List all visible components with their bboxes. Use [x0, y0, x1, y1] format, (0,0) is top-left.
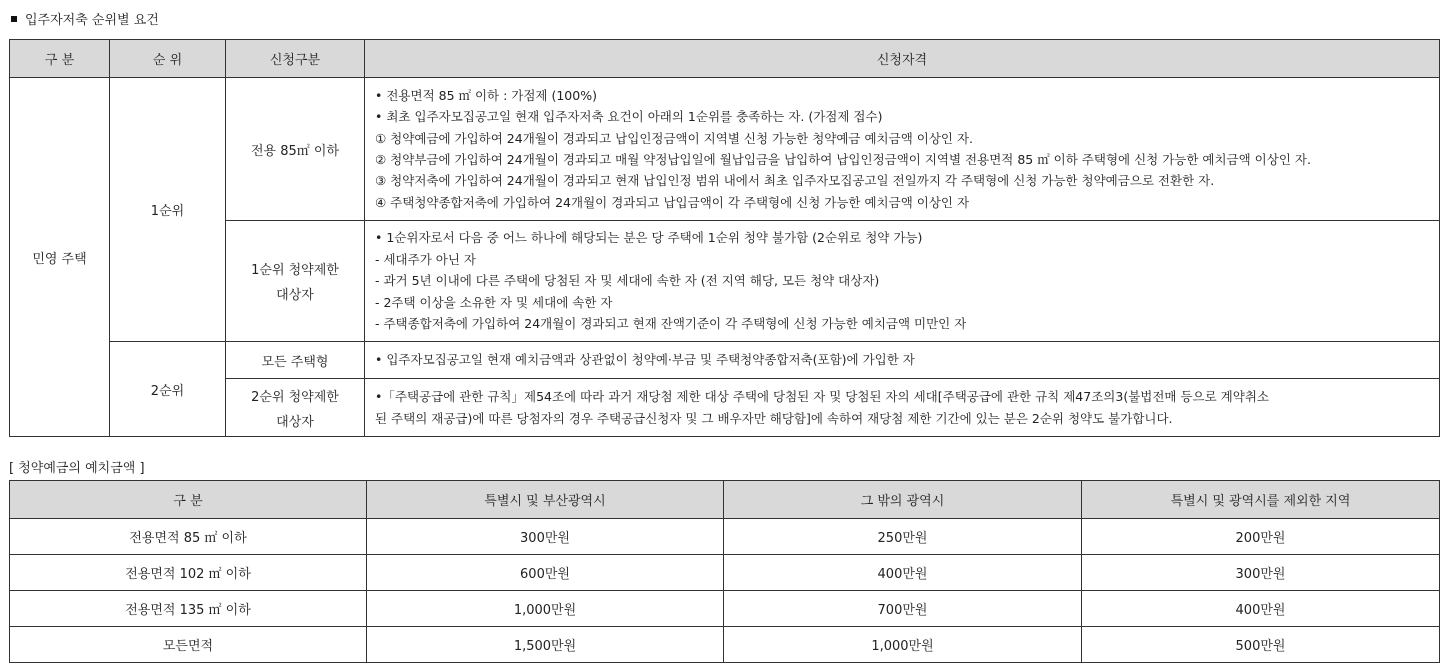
category-line: 1순위 청약제한 — [251, 263, 339, 278]
category-line: 2순위 청약제한 — [251, 389, 339, 405]
header-other-metro: 그 밖의 광역시 — [724, 481, 1082, 519]
table-cell: 전용면적 102 ㎡ 이하 — [10, 555, 367, 591]
header-application-type: 신청구분 — [226, 40, 365, 78]
eligibility-line: ④ 주택청약종합저축에 가입하여 24개월이 경과되고 납입금액이 각 주택형에 신청 가능한 예치금액 이상인 자 — [375, 194, 970, 210]
header-category: 구 분 — [10, 481, 367, 519]
table-cell: 전용면적 85 ㎡ 이하 — [10, 519, 367, 555]
eligibility-line: - 세대주가 아닌 자 — [375, 251, 476, 267]
eligibility-line: - 2주택 이상을 소유한 자 및 세대에 속한 자 — [375, 294, 613, 310]
eligibility-line: 된 주택의 재공급)에 따른 당첨자의 경우 주택공급신청자 및 그 배우자만 해당함]에 속하여 재당첨 제한 기간에 있는 분은 2순위 청약도 불가합니다. — [375, 410, 1173, 426]
eligibility-cell — [365, 342, 1440, 379]
header-eligibility: 신청자격 — [365, 40, 1440, 78]
table-cell: 전용면적 135 ㎡ 이하 — [10, 591, 367, 627]
square-bullet-icon — [11, 16, 17, 22]
rank1-cell: 1순위 — [110, 78, 226, 342]
table-cell: 600만원 — [367, 555, 724, 591]
category-line: 대상자 — [276, 414, 314, 430]
table-cell: 1,500만원 — [367, 627, 724, 663]
category-cell: 전용 85㎡ 이하 — [226, 78, 365, 221]
eligibility-line: • 입주자모집공고일 현재 예치금액과 상관없이 청약예·부금 및 주택청약종합저축(포함)에 가입한 자 — [375, 352, 915, 368]
deposit-amount-table — [9, 480, 1440, 663]
eligibility-line: • 전용면적 85 ㎡ 이하 : 가점제 (100%) — [375, 87, 597, 103]
table-cell: 700만원 — [724, 591, 1082, 627]
header-rank: 순 위 — [110, 40, 226, 78]
category-cell — [226, 379, 365, 437]
category-cell — [226, 221, 365, 342]
table-cell: 300만원 — [1082, 555, 1440, 591]
eligibility-line: ① 청약예금에 가입하여 24개월이 경과되고 납입인정금액이 지역별 신청 가능한 청약예금 예치금액 이상인 자. — [375, 130, 973, 146]
table-cell: 1,000만원 — [367, 591, 724, 627]
category-cell: 모든 주택형 — [226, 342, 365, 379]
deposit-section-title: [ 청약예금의 예치금액 ] — [9, 461, 145, 476]
header-seoul-busan: 특별시 및 부산광역시 — [367, 481, 724, 519]
header-other-regions: 특별시 및 광역시를 제외한 지역 — [1082, 481, 1440, 519]
table-row — [10, 342, 1440, 379]
header-category: 구 분 — [10, 40, 110, 78]
eligibility-line: • 1순위자로서 다음 중 어느 하나에 해당되는 분은 당 주택에 1순위 청약 불가함 (2순위로 청약 가능) — [375, 230, 923, 246]
section-title — [11, 9, 159, 28]
table-cell: 200만원 — [1082, 519, 1440, 555]
eligibility-cell — [365, 78, 1440, 221]
table-cell: 250만원 — [724, 519, 1082, 555]
eligibility-line: - 주택종합저축에 가입하여 24개월이 경과되고 현재 잔액기준이 각 주택형에 신청 가능한 예치금액 미만인 자 — [375, 316, 967, 332]
table-cell: 400만원 — [1082, 591, 1440, 627]
table-row — [10, 519, 1440, 555]
table-row — [10, 78, 1440, 221]
table-row — [10, 627, 1440, 663]
eligibility-line: ③ 청약저축에 가입하여 24개월이 경과되고 현재 납입인정 범위 내에서 최초 입주자모집공고일 전일까지 각 주택형에 신청 가능한 청약예금으로 전환한 자. — [375, 173, 1215, 189]
table-cell: 500만원 — [1082, 627, 1440, 663]
eligibility-cell — [365, 379, 1440, 437]
table-header-row — [10, 481, 1440, 519]
eligibility-line: - 과거 5년 이내에 다른 주택에 당첨된 자 및 세대에 속한 자 (전 지역 해당, 모든 청약 대상자) — [375, 273, 880, 289]
eligibility-line: • 최초 입주자모집공고일 현재 입주자저축 요건이 아래의 1순위를 충족하는 자. (가점제 접수) — [375, 109, 883, 125]
rank2-cell: 2순위 — [110, 342, 226, 437]
eligibility-line: •「주택공급에 관한 규칙」제54조에 따라 과거 재당첨 제한 대상 주택에 당첨된 자 및 당첨된 자의 세대[주택공급에 관한 규칙 제47조의3(불법전매 등으로 계약취소 — [375, 389, 1269, 405]
category-line: 대상자 — [276, 288, 314, 303]
table-header-row — [10, 40, 1440, 78]
eligibility-line: ② 청약부금에 가입하여 24개월이 경과되고 매월 약정납입일에 월납입금을 납입하여 납입인정금액이 지역별 전용면적 85 ㎡ 이하 주택형에 신청 가능한 예치금액 이상인 자. — [375, 152, 1311, 167]
table-cell: 400만원 — [724, 555, 1082, 591]
eligibility-cell — [365, 221, 1440, 342]
table-cell: 모든면적 — [10, 627, 367, 663]
table-cell: 300만원 — [367, 519, 724, 555]
section-title-text: 입주자저축 순위별 요건 — [25, 13, 159, 28]
rank-requirements-table — [9, 39, 1440, 437]
table-cell: 1,000만원 — [724, 627, 1082, 663]
table-row — [10, 591, 1440, 627]
housing-type-cell: 민영 주택 — [10, 78, 110, 437]
table-row — [10, 555, 1440, 591]
